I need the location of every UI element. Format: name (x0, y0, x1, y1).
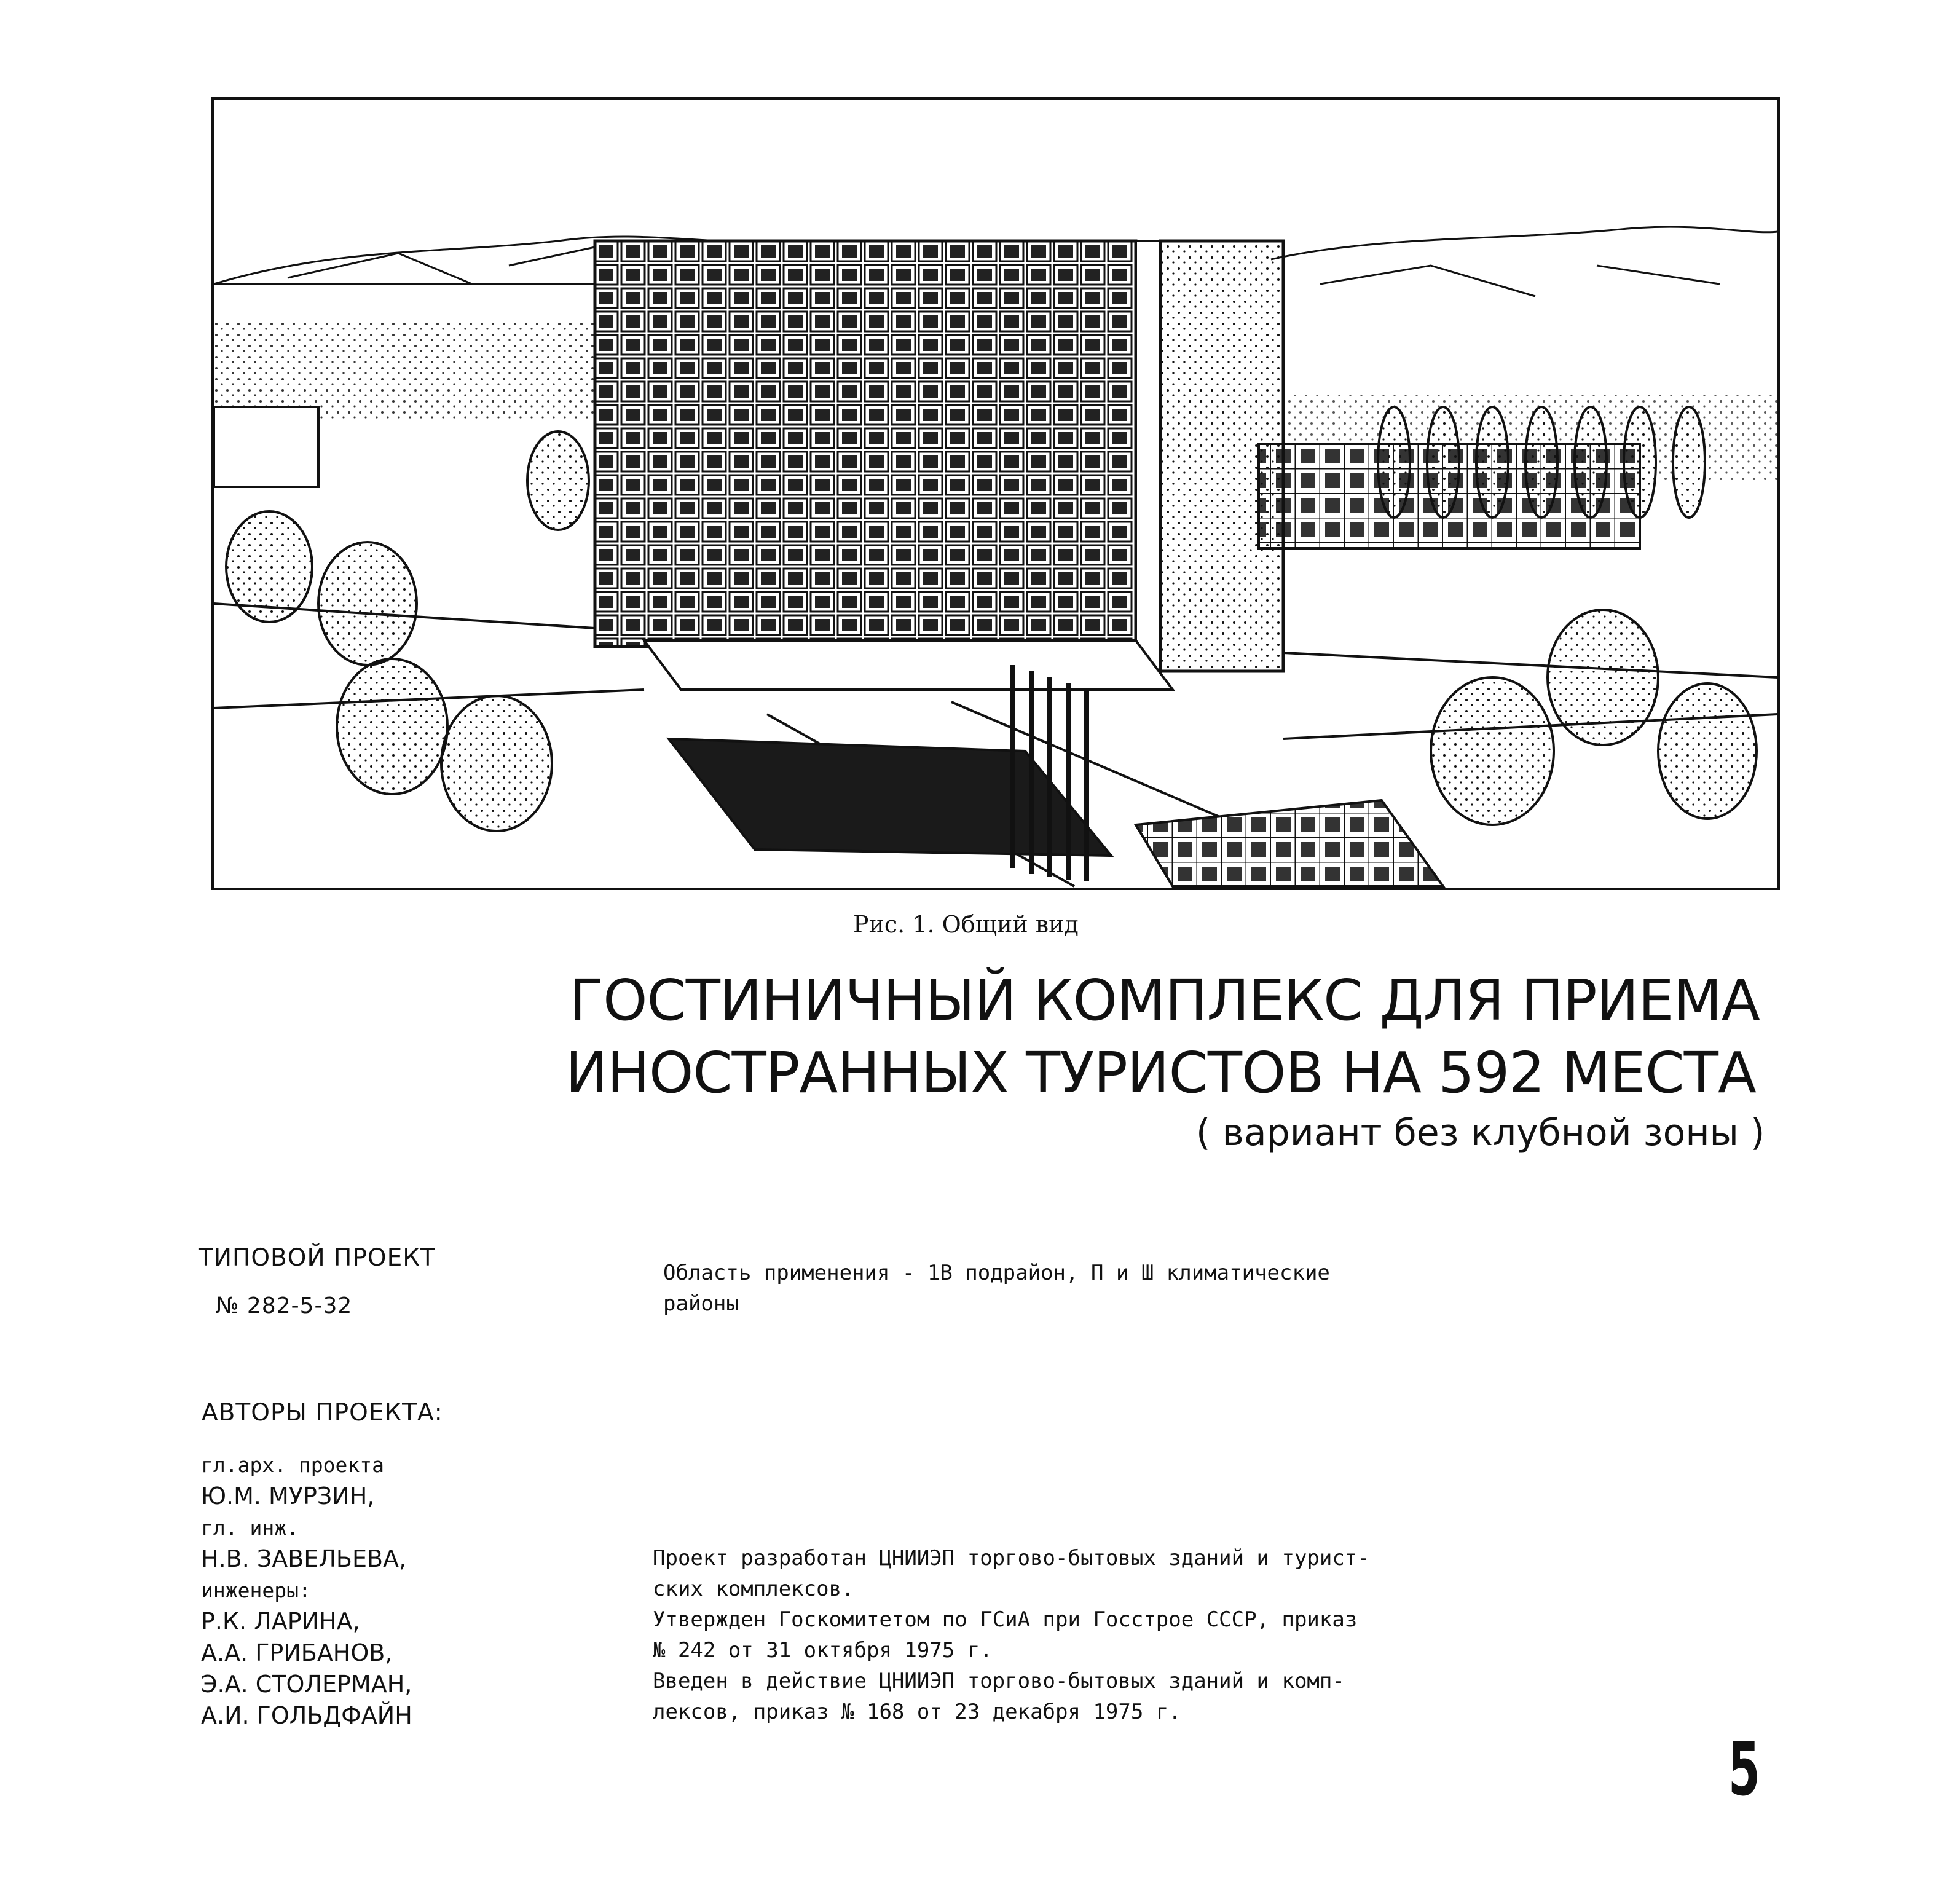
project-type-label: ТИПОВОЙ ПРОЕКТ (199, 1244, 436, 1272)
author-role: гл. инж. (201, 1516, 299, 1540)
authors-heading: АВТОРЫ ПРОЕКТА: (202, 1399, 443, 1427)
author-name: А.А. ГРИБАНОВ, (201, 1639, 393, 1666)
hotel-perspective-illustration (211, 97, 1780, 890)
authors-list (201, 1449, 412, 1731)
application-line: районы (663, 1291, 739, 1316)
author-name: А.И. ГОЛЬДФАЙН (201, 1702, 412, 1729)
development-info (653, 1543, 1370, 1727)
development-line: Введен в действие ЦНИИЭП торгово-бытовых зданий и комп- (653, 1669, 1345, 1693)
author-role: гл.арх. проекта (201, 1453, 385, 1477)
project-number: № 282-5-32 (216, 1293, 353, 1318)
author-name: Н.В. ЗАВЕЛЬЕВА, (201, 1545, 407, 1572)
development-line: лексов, приказ № 168 от 23 декабря 1975 г. (653, 1700, 1181, 1724)
figure-caption: Рис. 1. Общий вид (853, 911, 1079, 938)
page-number: 5 (1728, 1727, 1760, 1813)
author-name: Р.К. ЛАРИНА, (201, 1608, 360, 1635)
title-line-2: ИНОСТРАННЫХ ТУРИСТОВ НА 592 МЕСТА (565, 1040, 1756, 1106)
author-role: инженеры: (201, 1578, 311, 1602)
application-area (663, 1258, 1330, 1319)
development-line: Утвержден Госкомитетом по ГСиА при Госстрое СССР, приказ (653, 1607, 1358, 1632)
application-line: Область применения - 1В подрайон, П и Ш климатические (663, 1261, 1330, 1285)
author-name: Ю.М. МУРЗИН, (201, 1483, 375, 1510)
title-line-1: ГОСТИНИЧНЫЙ КОМПЛЕКС ДЛЯ ПРИЕМА (569, 967, 1760, 1033)
development-line: Проект разработан ЦНИИЭП торгово-бытовых зданий и турист- (653, 1546, 1370, 1570)
author-name: Э.А. СТОЛЕРМАН, (201, 1671, 412, 1698)
subtitle: ( вариант без клубной зоны ) (1196, 1111, 1765, 1154)
development-line: ских комплексов. (653, 1577, 854, 1601)
development-line: № 242 от 31 октября 1975 г. (653, 1638, 993, 1663)
